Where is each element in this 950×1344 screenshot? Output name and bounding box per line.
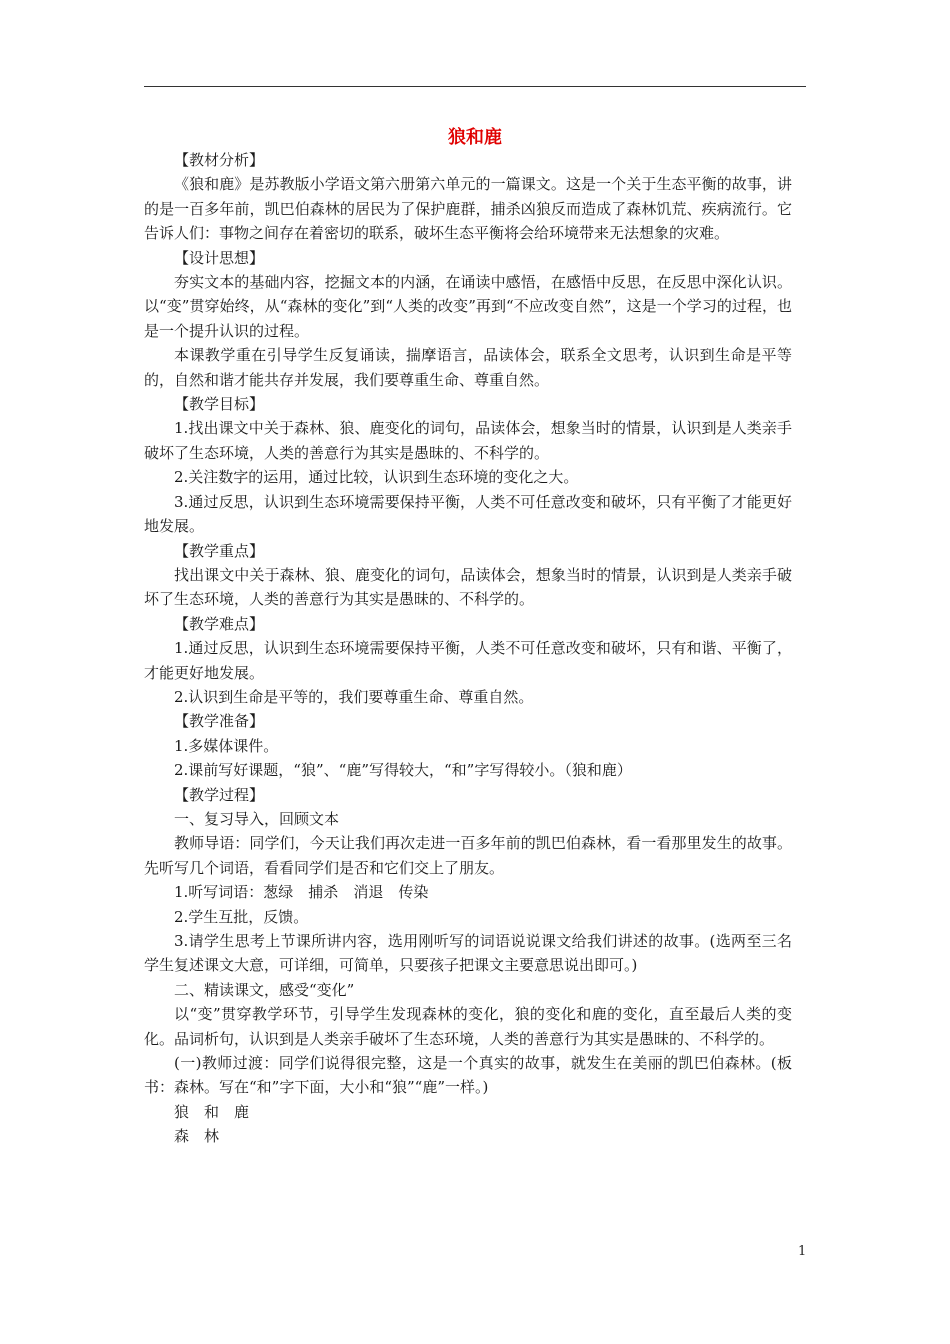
paragraph: 2.认识到生命是平等的，我们要尊重生命、尊重自然。 [174,687,534,706]
paragraph: 【教学准备】 [174,712,265,731]
paragraph: 2.学生互批，反馈。 [174,907,309,926]
paragraph: 【教学过程】 [174,785,265,804]
paragraph: 2.关注数字的运用，通过比较，认识到生态环境的变化之大。 [174,468,579,487]
paragraph: 【教学难点】 [174,614,265,633]
paragraph: 狼 和 鹿 [174,1102,250,1121]
paragraph: 1.找出课文中关于森林、狼、鹿变化的词句，品读体会，想象当时的情景，认识到是人类亲手破坏了生态环境，人类的善意行为其实是愚昧的、不科学的。 [144,419,792,462]
paragraph: 找出课文中关于森林、狼、鹿变化的词句，品读体会，想象当时的情景，认识到是人类亲手破坏了生态环境，人类的善意行为其实是愚昧的、不科学的。 [144,565,792,609]
header-rule [144,86,806,87]
paragraph: 1.多媒体课件。 [174,736,279,755]
paragraph: 本课教学重在引导学生反复诵读，揣摩语言，品读体会，联系全文思考，认识到生命是平等的，自然和谐才能共存并发展，我们要尊重生命、尊重自然。 [144,346,792,389]
paragraph: 森 林 [174,1127,220,1146]
paragraph: 【教学目标】 [174,395,265,414]
paragraph: 1.通过反思，认识到生态环境需要保持平衡，人类不可任意改变和破坏，只有和谐、平衡了，才能更好地发展。 [144,639,792,682]
paragraph: 教师导语：同学们，今天让我们再次走进一百多年前的凯巴伯森林，看一看那里发生的故事。先听写几个词语，看看同学们是否和它们交上了朋友。 [144,834,792,877]
paragraph: 2.课前写好课题，“狼”、“鹿”写得较大，“和”字写得较小。（狼和鹿） [174,761,632,780]
paragraph: 【教材分析】 [174,151,265,169]
paragraph: (一)教师过渡：同学们说得很完整，这是一个真实的故事，就发生在美丽的凯巴伯森林。(板书：森林。写在“和”字下面，大小和“狼”“鹿”一样。) [144,1054,792,1097]
document-body [144,148,792,1149]
page-number: 1 [798,1244,807,1259]
paragraph: 3.通过反思，认识到生态环境需要保持平衡，人类不可任意改变和破坏，只有平衡了才能更好地发展。 [144,492,792,536]
paragraph: 【设计思想】 [174,248,265,267]
paragraph: 【教学重点】 [174,541,265,560]
paragraph: 以“变”贯穿教学环节，引导学生发现森林的变化，狼的变化和鹿的变化，直至最后人类的变化。品词析句，认识到是人类亲手破坏了生态环境，人类的善意行为其实是愚昧的、不科学的。 [144,1005,792,1048]
paragraph: 《狼和鹿》是苏教版小学语文第六册第六单元的一篇课文。这是一个关于生态平衡的故事，讲的是一百多年前，凯巴伯森林的居民为了保护鹿群，捕杀凶狼反而造成了森林饥荒、疾病流行。它告诉人们：事物之间存在着密切的联系，破坏生态平衡将会给环境带来无法想象的灾难。 [144,175,792,243]
paragraph: 1.听写词语：葱绿 捕杀 消退 传染 [174,883,429,902]
paragraph: 3.请学生思考上节课所讲内容，选用刚听写的词语说说课文给我们讲述的故事。(选两至三名学生复述课文大意，可详细，可简单，只要孩子把课文主要意思说出即可。) [144,932,792,975]
paragraph: 二、精读课文，感受“变化” [174,980,355,999]
paragraph: 夯实文本的基础内容，挖掘文本的内涵，在诵读中感悟，在感悟中反思，在反思中深化认识。以“变”贯穿始终，从“森林的变化”到“人类的改变”再到“不应改变自然”，这是一个学习的过程，也是一个提升认识的过程。 [144,273,792,340]
paragraph: 一、复习导入，回顾文本 [174,809,340,828]
document-title: 狼和鹿 [448,127,502,148]
